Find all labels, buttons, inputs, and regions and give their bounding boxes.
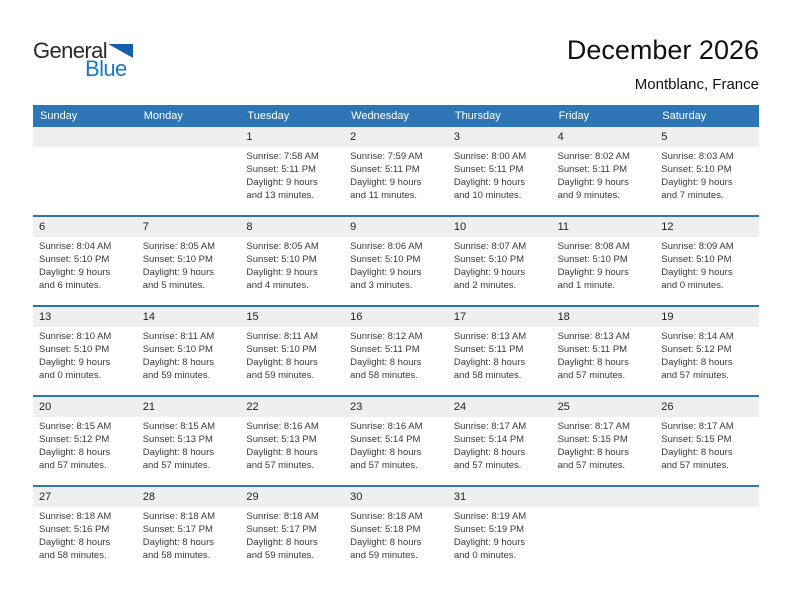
day-detail-line: Sunset: 5:13 PM	[142, 434, 213, 445]
day-number: 7	[137, 217, 241, 237]
weekday-monday: Monday	[143, 110, 183, 122]
day-detail-line: Daylight: 8 hours	[39, 537, 111, 548]
day-detail-line: Daylight: 9 hours	[557, 177, 629, 188]
day-details	[137, 417, 241, 472]
day-details	[344, 237, 448, 292]
day-detail-line: and 4 minutes.	[246, 280, 309, 291]
day-detail-line: Sunset: 5:11 PM	[350, 164, 420, 175]
day-detail-line: and 57 minutes.	[246, 460, 315, 471]
week-row-3	[33, 305, 759, 395]
day-cell-empty	[552, 487, 656, 575]
day-detail-line: Daylight: 9 hours	[350, 267, 422, 278]
day-detail-line: and 9 minutes.	[557, 190, 620, 201]
day-cell-17	[448, 307, 552, 395]
day-detail-line: Sunset: 5:10 PM	[453, 254, 525, 265]
day-details	[448, 147, 552, 202]
day-cell-13	[33, 307, 137, 395]
day-cell-25	[552, 397, 656, 485]
day-details	[552, 147, 656, 202]
day-detail-line: and 5 minutes.	[142, 280, 206, 291]
day-number: 10	[448, 217, 552, 237]
day-details	[240, 507, 344, 562]
day-number: 30	[344, 487, 448, 507]
day-detail-line: and 58 minutes.	[350, 370, 418, 381]
day-detail-line: Sunset: 5:11 PM	[350, 344, 420, 355]
day-detail-line: and 57 minutes.	[661, 370, 729, 381]
day-details	[448, 417, 552, 472]
day-detail-line: Daylight: 9 hours	[246, 177, 318, 188]
day-detail-line: Daylight: 9 hours	[453, 267, 526, 278]
day-details	[552, 417, 656, 472]
day-cell-26	[655, 397, 759, 485]
day-detail-line: Sunrise: 8:12 AM	[350, 331, 423, 342]
day-details	[655, 147, 759, 202]
day-detail-line: Daylight: 8 hours	[246, 357, 318, 368]
day-cell-18	[552, 307, 656, 395]
week-row-5	[33, 485, 759, 575]
day-details	[33, 237, 137, 292]
day-number: 16	[344, 307, 448, 327]
day-cell-20	[33, 397, 137, 485]
week-row-1	[33, 127, 759, 215]
day-number	[655, 487, 759, 507]
day-cell-19	[655, 307, 759, 395]
day-number: 29	[240, 487, 344, 507]
day-cell-7	[137, 217, 241, 305]
day-detail-line: Sunset: 5:11 PM	[246, 164, 316, 175]
day-cell-23	[344, 397, 448, 485]
day-detail-line: Sunset: 5:13 PM	[246, 434, 317, 445]
day-details	[240, 327, 344, 382]
day-detail-line: and 6 minutes.	[39, 280, 102, 291]
day-detail-line: Sunrise: 8:18 AM	[142, 511, 216, 522]
day-detail-line: Sunset: 5:12 PM	[39, 434, 110, 445]
day-number: 8	[240, 217, 344, 237]
day-detail-line: Sunrise: 8:05 AM	[142, 241, 216, 252]
day-detail-line: and 59 minutes.	[350, 550, 418, 561]
day-detail-line: Sunset: 5:10 PM	[246, 344, 317, 355]
day-detail-line: Sunset: 5:11 PM	[557, 344, 628, 355]
day-detail-line: Sunset: 5:10 PM	[142, 254, 213, 265]
day-detail-line: Sunset: 5:19 PM	[453, 524, 525, 535]
day-detail-line: Sunrise: 8:11 AM	[246, 331, 319, 342]
weekday-thursday: Thursday	[454, 110, 501, 122]
day-detail-line: Sunrise: 8:16 AM	[246, 421, 319, 432]
day-detail-line: Daylight: 8 hours	[350, 537, 422, 548]
day-detail-line: Sunset: 5:10 PM	[557, 254, 628, 265]
title-block	[567, 34, 759, 94]
day-detail-line: Sunset: 5:11 PM	[557, 164, 628, 175]
day-number: 25	[552, 397, 656, 417]
day-cell-11	[552, 217, 656, 305]
day-detail-line: Sunset: 5:11 PM	[453, 164, 524, 175]
week-row-4	[33, 395, 759, 485]
day-cell-2	[344, 127, 448, 215]
day-number: 11	[552, 217, 656, 237]
day-details	[137, 327, 241, 382]
day-number: 15	[240, 307, 344, 327]
day-detail-line: and 59 minutes.	[246, 550, 315, 561]
day-detail-line: Sunrise: 8:03 AM	[661, 151, 734, 162]
day-detail-line: Sunrise: 8:11 AM	[142, 331, 215, 342]
day-detail-line: Sunset: 5:17 PM	[246, 524, 317, 535]
day-number	[33, 127, 137, 147]
day-detail-line: and 58 minutes.	[142, 550, 211, 561]
day-detail-line: Daylight: 8 hours	[246, 537, 318, 548]
day-number: 5	[655, 127, 759, 147]
day-cell-29	[240, 487, 344, 575]
day-detail-line: Sunrise: 8:18 AM	[39, 511, 112, 522]
day-number: 9	[344, 217, 448, 237]
calendar-table	[33, 105, 759, 575]
day-detail-line: and 57 minutes.	[39, 460, 107, 471]
day-details	[137, 237, 241, 292]
day-cell-empty	[655, 487, 759, 575]
day-detail-line: Sunrise: 8:17 AM	[453, 421, 527, 432]
day-cell-8	[240, 217, 344, 305]
day-detail-line: Sunrise: 8:00 AM	[453, 151, 527, 162]
day-detail-line: Daylight: 9 hours	[557, 267, 629, 278]
day-detail-line: Sunrise: 8:17 AM	[661, 421, 734, 432]
day-number: 3	[448, 127, 552, 147]
day-detail-line: and 59 minutes.	[246, 370, 315, 381]
day-detail-line: Sunrise: 8:02 AM	[557, 151, 630, 162]
day-details	[33, 417, 137, 472]
weekday-tuesday: Tuesday	[247, 110, 290, 122]
day-detail-line: Sunrise: 8:16 AM	[350, 421, 423, 432]
day-detail-line: Sunrise: 8:19 AM	[453, 511, 527, 522]
day-detail-line: and 7 minutes.	[661, 190, 724, 201]
weekday-friday: Friday	[558, 110, 590, 122]
day-detail-line: Sunset: 5:16 PM	[39, 524, 110, 535]
day-cell-5	[655, 127, 759, 215]
day-detail-line: and 57 minutes.	[557, 460, 626, 471]
day-cell-22	[240, 397, 344, 485]
day-details	[448, 507, 552, 562]
day-detail-line: and 57 minutes.	[350, 460, 418, 471]
day-detail-line: and 58 minutes.	[39, 550, 107, 561]
day-number: 19	[655, 307, 759, 327]
day-details	[240, 417, 344, 472]
day-cell-12	[655, 217, 759, 305]
day-detail-line: Sunrise: 8:04 AM	[39, 241, 112, 252]
day-detail-line: Sunset: 5:17 PM	[142, 524, 213, 535]
day-detail-line: Sunset: 5:14 PM	[350, 434, 421, 445]
day-detail-line: Daylight: 8 hours	[39, 447, 111, 458]
day-detail-line: Sunrise: 7:58 AM	[246, 151, 319, 162]
day-details	[137, 507, 241, 562]
day-number: 18	[552, 307, 656, 327]
day-details	[33, 507, 137, 562]
logo-text-general: General	[33, 38, 108, 63]
day-detail-line: and 1 minute.	[557, 280, 616, 291]
day-cell-14	[137, 307, 241, 395]
day-detail-line: Sunrise: 8:14 AM	[661, 331, 734, 342]
day-detail-line: Sunset: 5:10 PM	[39, 254, 110, 265]
week-row-2	[33, 215, 759, 305]
day-detail-line: Sunrise: 8:15 AM	[142, 421, 216, 432]
day-detail-line: and 0 minutes.	[661, 280, 724, 291]
day-detail-line: Sunset: 5:10 PM	[350, 254, 421, 265]
day-detail-line: Daylight: 8 hours	[350, 447, 422, 458]
day-number: 24	[448, 397, 552, 417]
day-detail-line: Daylight: 8 hours	[246, 447, 318, 458]
day-detail-line: Sunrise: 8:15 AM	[39, 421, 112, 432]
day-detail-line: Daylight: 8 hours	[661, 447, 733, 458]
day-detail-line: and 13 minutes.	[246, 190, 315, 201]
day-detail-line: Sunset: 5:11 PM	[453, 344, 524, 355]
page-title: December 2026	[566, 35, 759, 65]
day-cell-24	[448, 397, 552, 485]
day-detail-line: Sunset: 5:10 PM	[39, 344, 110, 355]
day-detail-line: Daylight: 9 hours	[661, 177, 733, 188]
day-number: 21	[137, 397, 241, 417]
day-number: 1	[240, 127, 344, 147]
day-cell-empty	[137, 127, 241, 215]
day-detail-line: Sunset: 5:10 PM	[246, 254, 317, 265]
day-number: 27	[33, 487, 137, 507]
weekday-sunday: Sunday	[40, 110, 78, 122]
general-blue-logo	[33, 40, 133, 80]
weekday-header-row	[33, 105, 759, 127]
day-number	[552, 487, 656, 507]
day-number: 12	[655, 217, 759, 237]
day-detail-line: Daylight: 9 hours	[661, 267, 733, 278]
day-detail-line: and 57 minutes.	[661, 460, 729, 471]
day-detail-line: Daylight: 9 hours	[39, 357, 111, 368]
day-number: 13	[33, 307, 137, 327]
day-detail-line: Sunset: 5:15 PM	[557, 434, 628, 445]
day-detail-line: Sunrise: 8:17 AM	[557, 421, 630, 432]
day-detail-line: and 58 minutes.	[453, 370, 522, 381]
day-cell-4	[552, 127, 656, 215]
day-detail-line: Sunrise: 8:13 AM	[557, 331, 630, 342]
day-number: 31	[448, 487, 552, 507]
day-detail-line: Sunrise: 8:18 AM	[246, 511, 319, 522]
day-detail-line: Daylight: 8 hours	[453, 447, 526, 458]
day-number: 26	[655, 397, 759, 417]
day-details	[448, 327, 552, 382]
day-cell-28	[137, 487, 241, 575]
day-cell-16	[344, 307, 448, 395]
day-detail-line: Daylight: 9 hours	[246, 267, 318, 278]
day-detail-line: Daylight: 9 hours	[142, 267, 214, 278]
day-details	[240, 237, 344, 292]
day-details	[240, 147, 344, 202]
day-details	[655, 417, 759, 472]
day-detail-line: and 57 minutes.	[557, 370, 626, 381]
day-cell-31	[448, 487, 552, 575]
day-number: 6	[33, 217, 137, 237]
weekday-wednesday: Wednesday	[351, 110, 410, 122]
day-number: 20	[33, 397, 137, 417]
day-number: 23	[344, 397, 448, 417]
day-details	[655, 327, 759, 382]
day-cell-27	[33, 487, 137, 575]
day-details	[655, 237, 759, 292]
day-detail-line: Sunset: 5:14 PM	[453, 434, 525, 445]
day-detail-line: Sunset: 5:10 PM	[142, 344, 213, 355]
day-detail-line: and 59 minutes.	[142, 370, 211, 381]
day-cell-6	[33, 217, 137, 305]
day-detail-line: Sunrise: 8:13 AM	[453, 331, 527, 342]
day-detail-line: Sunrise: 8:08 AM	[557, 241, 630, 252]
day-detail-line: Daylight: 8 hours	[557, 357, 629, 368]
calendar-weeks	[33, 127, 759, 575]
day-cell-10	[448, 217, 552, 305]
day-detail-line: Sunset: 5:12 PM	[661, 344, 732, 355]
day-detail-line: Daylight: 8 hours	[453, 357, 526, 368]
day-detail-line: and 3 minutes.	[350, 280, 413, 291]
day-details	[344, 147, 448, 202]
day-number: 14	[137, 307, 241, 327]
day-detail-line: Sunrise: 8:18 AM	[350, 511, 423, 522]
day-detail-line: Sunrise: 8:09 AM	[661, 241, 734, 252]
day-detail-line: Daylight: 9 hours	[39, 267, 111, 278]
day-number: 4	[552, 127, 656, 147]
day-cell-empty	[33, 127, 137, 215]
day-detail-line: and 2 minutes.	[453, 280, 517, 291]
logo-text-blue: Blue	[85, 56, 127, 81]
day-cell-3	[448, 127, 552, 215]
day-number: 17	[448, 307, 552, 327]
day-detail-line: Daylight: 8 hours	[661, 357, 733, 368]
day-details	[344, 507, 448, 562]
day-number: 28	[137, 487, 241, 507]
day-detail-line: Daylight: 8 hours	[557, 447, 629, 458]
day-details	[344, 417, 448, 472]
day-number	[137, 127, 241, 147]
day-detail-line: Sunrise: 8:05 AM	[246, 241, 319, 252]
day-detail-line: and 11 minutes.	[350, 190, 418, 201]
day-detail-line: Daylight: 8 hours	[142, 537, 214, 548]
day-detail-line: and 10 minutes.	[453, 190, 522, 201]
day-detail-line: Daylight: 8 hours	[350, 357, 422, 368]
day-details	[448, 237, 552, 292]
day-details	[552, 237, 656, 292]
day-detail-line: Sunrise: 8:07 AM	[453, 241, 527, 252]
day-detail-line: Daylight: 8 hours	[142, 447, 214, 458]
day-detail-line: Sunrise: 8:06 AM	[350, 241, 423, 252]
day-detail-line: and 0 minutes.	[39, 370, 102, 381]
day-detail-line: Daylight: 9 hours	[350, 177, 422, 188]
location-subtitle: Montblanc, France	[634, 76, 759, 93]
day-details	[344, 327, 448, 382]
day-detail-line: Sunset: 5:10 PM	[661, 254, 732, 265]
day-cell-1	[240, 127, 344, 215]
day-cell-21	[137, 397, 241, 485]
day-number: 22	[240, 397, 344, 417]
day-detail-line: Daylight: 9 hours	[453, 537, 526, 548]
day-details	[33, 327, 137, 382]
day-detail-line: Sunset: 5:10 PM	[661, 164, 732, 175]
day-detail-line: and 57 minutes.	[453, 460, 522, 471]
day-number: 2	[344, 127, 448, 147]
day-detail-line: Sunset: 5:18 PM	[350, 524, 421, 535]
day-cell-9	[344, 217, 448, 305]
day-details	[552, 327, 656, 382]
day-cell-15	[240, 307, 344, 395]
day-cell-30	[344, 487, 448, 575]
day-detail-line: Sunrise: 7:59 AM	[350, 151, 423, 162]
weekday-saturday: Saturday	[662, 110, 707, 122]
day-detail-line: Sunrise: 8:10 AM	[39, 331, 112, 342]
day-detail-line: Daylight: 8 hours	[142, 357, 214, 368]
day-detail-line: and 0 minutes.	[453, 550, 517, 561]
day-detail-line: Daylight: 9 hours	[453, 177, 526, 188]
day-detail-line: Sunset: 5:15 PM	[661, 434, 732, 445]
day-detail-line: and 57 minutes.	[142, 460, 211, 471]
